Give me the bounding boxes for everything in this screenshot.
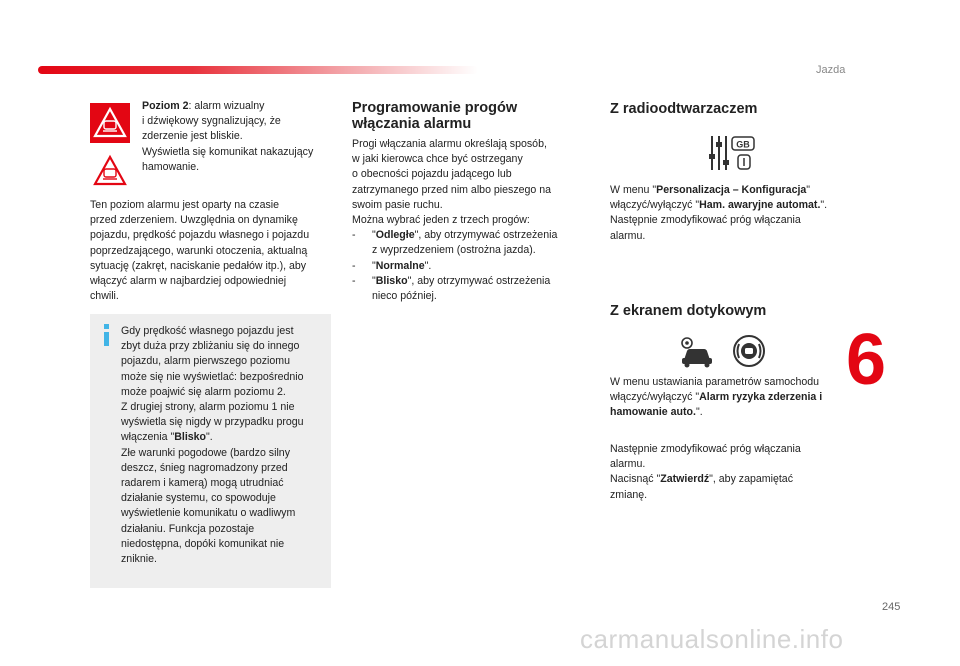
- info-line: zniknie.: [121, 553, 157, 566]
- list-text: ", aby otrzymywać ostrzeżenia: [407, 274, 551, 287]
- paragraph-line: pojazdu, prędkość pojazdu własnego i pojazdu: [90, 229, 310, 242]
- menu-path-bold: Personalizacja – Konfiguracja: [656, 184, 807, 196]
- car-settings-icon: [676, 334, 714, 368]
- paragraph-line: alarmu.: [610, 229, 646, 242]
- threshold-section-body: [352, 137, 582, 304]
- paragraph-line: swoim pasie ruchu.: [352, 198, 443, 211]
- level2-text: zderzenie jest bliskie.: [142, 130, 243, 143]
- menu-option-bold: Alarm ryzyka zderzenia i: [699, 391, 823, 404]
- info-line: Z drugiej strony, alarm poziomu 1 nie: [121, 401, 295, 414]
- level2-description: [142, 99, 332, 175]
- paragraph-line: włączyć/wyłączyć ": [610, 391, 700, 404]
- list-bold-term: Blisko: [375, 274, 408, 287]
- page-number: 245: [882, 601, 901, 613]
- list-dash: -: [352, 259, 356, 272]
- info-line: radarem i kamerą) mogą utrudniać: [121, 477, 284, 490]
- info-line: Złe warunki pogodowe (bardzo silny: [121, 446, 290, 459]
- paragraph-line: w jaki kierowca chce być ostrzegany: [352, 153, 523, 166]
- section-heading-line: Programowanie progów: [352, 100, 518, 116]
- paragraph-line: sytuację (zakręt, naciskanie pedałów itp.), aby: [90, 259, 307, 272]
- touchscreen-section-title: Z ekranem dotykowym: [610, 303, 767, 319]
- list-bold-term: Normalne: [375, 259, 425, 272]
- chapter-number: 6: [846, 320, 887, 400]
- collision-warning-triangle-icon: [90, 103, 130, 143]
- header-accent-bar: [38, 66, 478, 74]
- watermark: carmanualsonline.info: [580, 624, 844, 654]
- paragraph-line: włączyć alarm w najbardziej odpowiedniej: [90, 275, 287, 288]
- list-text: ": [372, 274, 376, 287]
- list-text: ", aby otrzymywać ostrzeżenia: [414, 229, 558, 242]
- paragraph-line: Następnie zmodyfikować próg włączania: [610, 214, 801, 227]
- paragraph-line: chwili.: [90, 290, 119, 303]
- info-line: pojazdu, alarm pierwszego poziomu: [121, 355, 290, 368]
- info-line: wyświetlenie komunikatu o wadliwym: [121, 507, 296, 520]
- list-item: [352, 228, 582, 258]
- section-title: Jazda: [816, 64, 846, 76]
- info-line: działanie systemu, co spowoduje: [121, 492, 276, 505]
- paragraph-line: włączyć/wyłączyć ": [610, 199, 700, 212]
- radio-icon-label: GB: [736, 139, 750, 150]
- touchscreen-section-body-2: [610, 442, 860, 503]
- paragraph-line: W menu ": [610, 184, 657, 196]
- list-text: ": [372, 229, 376, 242]
- info-line: deszcz, śnieg nagromadzony przed: [121, 461, 288, 474]
- menu-option-bold: Ham. awaryjne automat.: [699, 199, 821, 212]
- paragraph-line: zmianę.: [610, 488, 648, 501]
- info-bold-term: Blisko: [174, 431, 207, 444]
- paragraph-line: alarmu.: [610, 458, 646, 471]
- paragraph-line: Następnie zmodyfikować próg włączania: [610, 443, 801, 455]
- level2-text: Wyświetla się komunikat nakazujący: [142, 145, 314, 158]
- radio-section-body: [610, 183, 860, 244]
- list-text: ": [372, 259, 376, 272]
- confirm-term-bold: Zatwierdź: [660, 473, 710, 486]
- list-text: ".: [424, 259, 432, 272]
- info-line: włączenia ": [121, 431, 175, 444]
- paragraph-line: przed zderzeniem. Uwzględnia on dynamikę: [90, 214, 298, 227]
- paragraph-line: W menu ustawiania parametrów samochodu: [610, 376, 820, 388]
- collision-alert-circle-icon: [732, 334, 766, 368]
- paragraph-line: ": [806, 184, 811, 196]
- info-line: wyświetla się nigdy w przypadku progu: [121, 416, 304, 429]
- section-heading-line: włączania alarmu: [352, 116, 472, 132]
- paragraph-line: Nacisnąć ": [610, 473, 661, 486]
- info-line: Gdy prędkość własnego pojazdu jest: [121, 325, 294, 337]
- level2-text: hamowanie.: [142, 160, 200, 173]
- settings-sliders-gb-icon: [708, 134, 756, 172]
- list-dash: -: [352, 229, 356, 242]
- list-item: [352, 259, 582, 274]
- radio-section-title: Z radioodtwarzaczem: [610, 101, 758, 117]
- info-line: ".: [206, 431, 213, 444]
- paragraph-line: ".: [820, 199, 828, 212]
- paragraph-line: ".: [695, 406, 703, 419]
- list-bold-term: Odległe: [375, 229, 415, 242]
- paragraph-line: o obecności pojazdu jadącego lub: [352, 168, 512, 181]
- info-line: zbyt duża przy zbliżaniu się do innego: [121, 340, 300, 353]
- paragraph-line: poprzedzającego, warunki otoczenia, aktualną: [90, 244, 308, 257]
- threshold-section-title: [352, 100, 552, 132]
- list-dash: -: [352, 274, 356, 287]
- level2-label: Poziom 2: [142, 100, 189, 112]
- paragraph-line: ", aby zapamiętać: [709, 473, 793, 486]
- paragraph-line: Progi włączania alarmu określają sposób,: [352, 138, 547, 150]
- info-line: może poajwić się alarm poziomu 2.: [121, 385, 286, 398]
- info-box-text: [121, 324, 326, 567]
- list-text: z wyprzedzeniem (ostrożna jazda).: [372, 244, 536, 257]
- list-text: nieco później.: [372, 290, 437, 303]
- touchscreen-section-body: [610, 375, 860, 421]
- paragraph-line: Ten poziom alarmu jest oparty na czasie: [90, 199, 280, 211]
- collision-warning-triangle-outline-icon: [90, 151, 130, 191]
- info-icon: [100, 323, 114, 347]
- info-line: niedostępna, dopóki komunikat nie: [121, 537, 285, 550]
- level2-text: i dźwiękowy sygnalizujący, że: [142, 115, 281, 128]
- alarm-timing-paragraph: [90, 198, 330, 304]
- info-line: działaniu. Funkcja pozostaje: [121, 522, 255, 535]
- list-item: [352, 274, 582, 304]
- info-line: może się nie wyświetlać: bezpośrednio: [121, 370, 304, 383]
- menu-option-bold: hamowanie auto.: [610, 406, 696, 419]
- paragraph-line: zatrzymanego przed nim albo pieszego na: [352, 183, 552, 196]
- level2-text: : alarm wizualny: [188, 100, 265, 112]
- paragraph-line: Można wybrać jeden z trzech progów:: [352, 214, 530, 227]
